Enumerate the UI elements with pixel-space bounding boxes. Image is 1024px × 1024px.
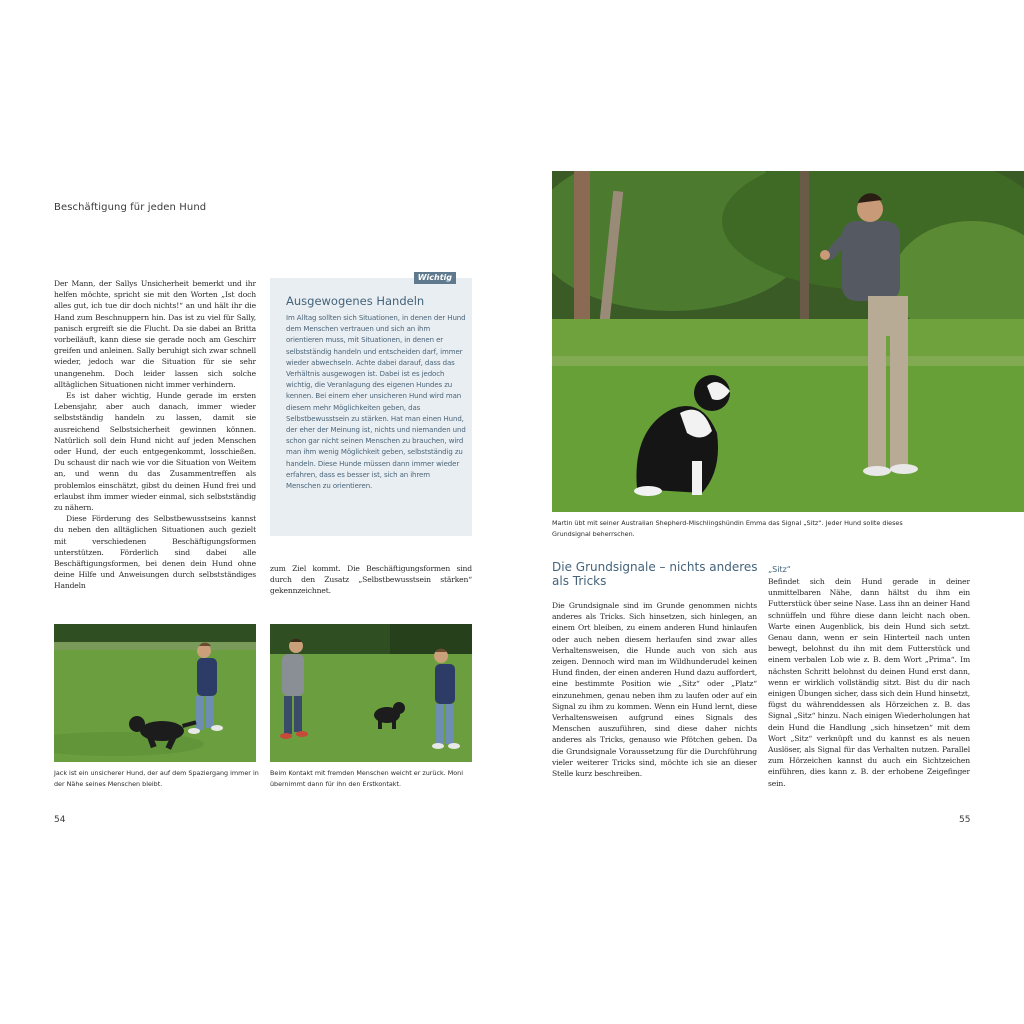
left-body-column xyxy=(54,278,256,603)
page-number-right: 55 xyxy=(959,815,971,825)
mid-body-column xyxy=(270,563,472,608)
photo-sitz-training xyxy=(552,171,1024,512)
left-paragraph-3: Diese Förderung des Selbstbewusstseins kannst du neben den alltäglichen Situationen auch gezielt mit verschiedenen Beschäftigungsformen unterstützen. Förderlich sind dabei alle Beschäftigungsformen, bei denen dein Hund ohne deine Hilfe und Anweisungen durch selbstständiges Handeln xyxy=(54,514,256,591)
section-heading: Die Grundsignale – nichts anderes als Tricks xyxy=(552,560,758,588)
right-paragraph-1: Die Grundsignale sind im Grunde genommen nichts anderes als Tricks. Sich hinsetzen, sich hinlegen, an einem Ort bleiben, zu einem anderen Hund hinlaufen oder auch neben diesem herlaufen sind zwar alles Verhaltensweisen, die Hunde auch von sich aus zeigen. Dennoch wird man im Wildhunderudel keinen Hund finden, der einen anderen Hund dazu auffordert, eine bestimmte Position wie „Sitz“ oder „Platz“ einzunehmen, genau neben ihm zu laufen oder auf ein Signal zu ihm zu kommen. Wenn ein Hund lernt, diese Verhaltensweisen aufgrund eines Signals des Menschen auszuführen, sind diese daher nichts anderes als Tricks, genauso wie Pfötchen geben. Da die Grundsignale Voraussetzung für die Durchführung vieler weiterer Tricks sind, möchte ich sie an dieser Stelle kurz beschreiben. xyxy=(552,601,757,779)
caption-main-photo: Martin übt mit seiner Australian Shepherd-Mischlingshündin Emma das Signal „Sitz“. Jeder Hund sollte dieses Grundsignal beherrschen. xyxy=(552,519,903,538)
caption-photo-1: Jack ist ein unsicherer Hund, der auf dem Spaziergang immer in der Nähe seines Menschen bleibt. xyxy=(54,769,259,788)
page-number-left: 54 xyxy=(54,815,66,825)
running-head: Beschäftigung für jeden Hund xyxy=(54,202,207,213)
info-box xyxy=(270,273,472,536)
left-paragraph-2: Es ist daher wichtig, Hunde gerade im ersten Lebensjahr, aber auch danach, immer wieder selbstständig handeln zu lassen, damit sie ausreichend Selbstsicherheit gewinnen können. Natürlich soll dein Hund nicht auf jeden Menschen oder Hund, der euch entgegenkommt, losschießen. Du schaust dir nach wie vor die Situation von Weitem an, und wenn du das Zusammentreffen als problemlos einschätzt, gibst du deinen Hund frei und erlaubst ihm immer wieder einmal, sich selbstständig zu nähern. xyxy=(54,391,256,513)
mid-paragraph: zum Ziel kommt. Die Beschäftigungsformen sind durch den Zusatz „Selbstbewusstsein stärken“ gekennzeichnet. xyxy=(270,564,472,596)
info-box-title: Ausgewogenes Handeln xyxy=(286,294,425,308)
photo-jack-walking xyxy=(54,624,256,762)
caption-photo-2: Beim Kontakt mit fremden Menschen weicht er zurück. Moni übernimmt dann für ihn den Erstkontakt. xyxy=(270,769,463,788)
right-paragraph-2: Befindet sich dein Hund gerade in deiner unmittelbaren Nähe, dann hältst du ihm ein Futterstück über seine Nase. Lass ihn an deiner Hand schnüffeln und führe diese dann leicht nach oben. Warte einen Augenblick, bis dein Hund sich setzt. Genau dann, wenn er sein Hinterteil nach unten bewegt, belohnst du ihn mit dem Futterstück und einem verbalen Lob wie z. B. dem Wort „Prima“. Im nächsten Schritt belohnst du deinen Hund erst dann, wenn er wirklich vollständig sitzt. Bist du dir nach einigen Übungen sicher, dass sich dein Hund hinsetzt, fügst du währenddessen als Hörzeichen z. B. das Signal „Sitz“ hinzu. Nach einigen Wiederholungen hat dein Hund die Handlung „sich hinsetzen“ mit dem Wort „Sitz“ verknüpft und du kannst es als neuen Auslöser, als Signal für das Verhalten nutzen. Parallel zum Hörzeichen kannst du auch ein Sichtzeichen einführen, dies kann z. B. der erhobene Zeigefinger sein. xyxy=(768,577,970,788)
photo-jack-meeting-strangers xyxy=(270,624,472,762)
sub-heading-sitz: „Sitz“ xyxy=(768,565,791,574)
info-box-text: Im Alltag sollten sich Situationen, in denen der Hund dem Menschen vertrauen und sich an ihm orientieren muss, mit Situationen, in denen er selbstständig handeln und entscheiden darf, immer wieder abwechseln. Achte dabei darauf, dass das Verhältnis ausgewogen ist. Dabei ist es jedoch wichtig, die Veranlagung des eigenen Hundes zu kennen. Bei einem eher unsicheren Hund wird man diesem mehr Möglichkeiten geben, das Selbstbewusstsein zu stärken. Hat man einen Hund, der eher der Meinung ist, nichts und niemanden und schon gar nicht seinen Menschen zu brauchen, wird man ihm wenig Möglichkeit geben, selbstständig zu handeln. Diese Hunde müssen dann immer wieder erfahren, dass es besser ist, sich an ihrem Menschen zu orientieren. xyxy=(286,314,466,491)
right-body-column-2 xyxy=(768,576,970,790)
left-paragraph-1: Der Mann, der Sallys Unsicherheit bemerkt und ihr helfen möchte, spricht sie mit den Worten „Ist doch alles gut, ich tue dir doch nichts!“ an und hält ihr die Hand zum Beschnuppern hin. Das ist zu viel für Sally, panisch ergreift sie die Flucht. Da sie dabei an Britta vorbeiläuft, kann diese sie gerade noch am Geschirr greifen und anleinen. Sally beruhigt sich zwar schnell wieder, jedoch war die Situation für sie sehr unangenehm. Doch leider lassen sich solche alltäglichen Situationen nicht immer verhindern. xyxy=(54,279,256,389)
info-box-tag: Wichtig xyxy=(414,272,456,284)
right-body-column-1 xyxy=(552,600,757,790)
